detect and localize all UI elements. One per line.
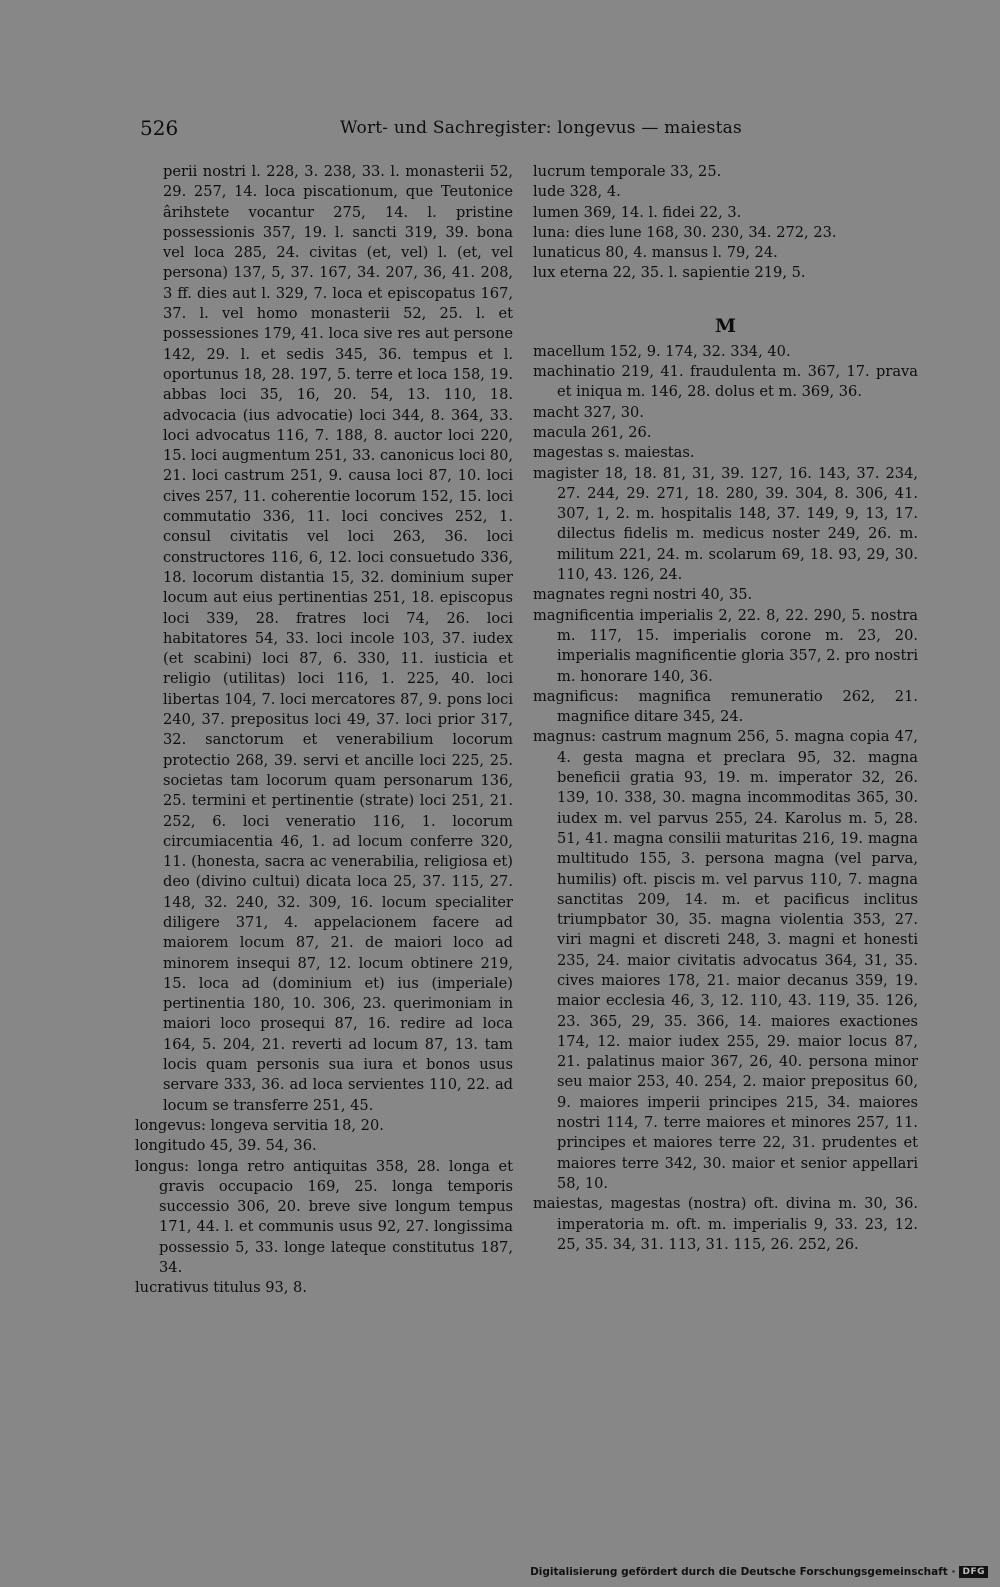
index-entry: machinatio 219, 41. fraudulenta m. 367, 17. prava et iniqua m. 146, 28. dolus et m. 369, 36. — [533, 363, 918, 401]
index-entry: magister 18, 18. 81, 31, 39. 127, 16. 143, 37. 234, 27. 244, 29. 271, 18. 280, 39. 304, 8. 306, 41. 307, 1, 2. m. hospitalis 148, 37. 149, 9, 13, 17. dilectus fidelis m. medicus noster 249, 26. m. militum 221, 24. m. scolarum 69, 18. 93, 29, 30. 110, 43. 126, 24. — [533, 464, 918, 584]
index-entry: magnus: castrum magnum 256, 5. magna copia 47, 4. gesta magna et preclara 95, 32. magna beneficii gratia 93, 19. m. imperator 32, 26. 139, 10. 338, 30. magna incommoditas 365, 30. iudex m. vel parvus 255, 24. Karolus m. 5, 28. 51, 41. magna consilii maturitas 216, 19. magna multitudo 155, 3. persona magna (vel parva, humilis) oft. piscis m. vel parvus 110, 7. magna sanctitas 209, 14. m. et pacificus inclitus triumpbator 30, 35. magna violentia 353, 27. viri magni et discreti 248, 3. magni et honesti 235, 24. maior civitatis advocatus 364, 31, 35. cives maiores 178, 21. maior decanus 359, 19. maior ecclesia 46, 3, 12. 110, 43. 119, 35. 126, 23. 365, 29, 35. 366, 14. maiores exactiones 174, 12. maior iudex 255, 29. maior locus 87, 21. palatinus maior 367, 26, 40. persona minor seu maior 253, 40. 254, 2. maior prepositus 60, 9. maiores imperii principes 215, 34. maiores nostri 114, 7. terre maiores et minores 257, 11. principes et maiores terre 22, 31. prudentes et maiores terre 342, 30. maior et senior appellari 58, 10. — [533, 728, 918, 1192]
index-entry: lude 328, 4. — [533, 183, 621, 201]
index-entry: magnificentia imperialis 2, 22. 8, 22. 290, 5. nostra m. 117, 15. imperialis corone m. 23, 20. imperialis magnificentie gloria 357, 2. pro nostri m. honorare 140, 36. — [533, 606, 918, 685]
index-entry: lux eterna 22, 35. l. sapientie 219, 5. — [533, 264, 806, 282]
left-column — [135, 162, 513, 1299]
dfg-logo-icon: DFG — [959, 1566, 988, 1578]
index-entry: macellum 152, 9. 174, 32. 334, 40. — [533, 342, 791, 360]
index-entry: luna: dies lune 168, 30. 230, 34. 272, 23. — [533, 223, 837, 241]
footer-text: Digitalisierung gefördert durch die Deutsche Forschungsgemeinschaft · — [530, 1566, 956, 1578]
running-title: Wort- und Sachregister: longevus — maiestas — [340, 118, 742, 138]
right-column — [533, 162, 918, 1255]
index-entry: magnificus: magnifica remuneratio 262, 21. magnifice ditare 345, 24. — [533, 687, 918, 726]
index-entry: macula 261, 26. — [533, 423, 652, 441]
index-entry: lucrativus titulus 93, 8. — [135, 1279, 307, 1297]
index-entry: longevus: longeva servitia 18, 20. — [135, 1116, 384, 1134]
index-entry: lumen 369, 14. l. fidei 22, 3. — [533, 203, 742, 221]
section-letter-m: M — [714, 314, 737, 337]
index-entry: magnates regni nostri 40, 35. — [533, 586, 753, 604]
index-entry: longitudo 45, 39. 54, 36. — [135, 1137, 317, 1155]
index-entry: macht 327, 30. — [533, 403, 644, 421]
index-entry: lunaticus 80, 4. mansus l. 79, 24. — [533, 244, 778, 262]
index-entry: perii nostri l. 228, 3. 238, 33. l. monasterii 52, 29. 257, 14. loca piscationum, que Teutonice ârihstete vocantur 275, 14. l. pristine possessionis 357, 19. l. sancti 319, 39. bona vel loca 285, 24. civitas (et, vel) l. (et, vel persona) 137, 5, 37. 167, 34. 207, 36, 41. 208, 3 ff. dies aut l. 329, 7. loca et episcopatus 167, 37. l. vel homo monasterii 52, 25. l. et possessiones 179, 41. loca sive res aut persone 142, 29. l. et sedis 345, 36. tempus et l. oportunus 18, 28. 197, 5. terre et loca 158, 19. abbas loci 35, 16, 20. 54, 13. 110, 18. advocacia (ius advocatie) loci 344, 8. 364, 33. loci advocatus 116, 7. 188, 8. auctor loci 220, 15. loci augmentum 251, 33. canonicus loci 80, 21. loci castrum 251, 9. causa loci 87, 10. loci cives 257, 11. coherentie locorum 152, 15. loci commutatio 336, 11. loci concives 252, 1. consul civitatis vel loci 263, 36. loci constructores 116, 6, 12. loci consuetudo 336, 18. locorum distantia 15, 32. dominium super locum aut eius pertinentias 251, 18. episcopus loci 339, 28. fratres loci 74, 26. loci habitatores 54, 33. loci incole 103, 37. iudex (et scabini) loci 87, 6. 330, 11. iusticia et religio (utilitas) loci 116, 1. 225, 40. loci libertas 104, 7. loci mercatores 87, 9. pons loci 240, 37. prepositus loci 49, 37. loci prior 317, 32. sanctorum et venerabilium locorum protectio 268, 39. servi et ancille loci 225, 25. societas tam locorum quam personarum 136, 25. termini et pertinentie (strate) loci 251, 21. 252, 6. loci veneratio 116, 1. locorum circumiacentia 46, 1. ad locum conferre 320, 11. (honesta, sacra ac venerabilia, religiosa et) deo (divino cultui) dicata loca 25, 37. 115, 27. 148, 32. 240, 32. 309, 16. locum specialiter diligere 371, 4. appelacionem facere ad maiorem locum 87, 21. de maiori loco ad minorem insequi 87, 12. locum obtinere 219, 15. loca ad (dominium et) ius (imperiale) pertinentia 180, 10. 306, 23. querimoniam in maiori loco prosequi 87, 16. redire ad loca 164, 5. 204, 21. reverti ad locum 87, 13. tam locis quam personis sua iura et bonos usus servare 333, 36. ad loca servientes 110, 22. ad locum se transferre 251, 45. — [163, 163, 513, 1114]
page-number: 526 — [140, 116, 179, 140]
index-entry: longus: longa retro antiquitas 358, 28. longa et gravis occupacio 169, 25. longa temporis successio 306, 20. breve sive longum tempus 171, 44. l. et communis usus 92, 27. longissima possessio 5, 33. longe lateque constitutus 187, 34. — [135, 1157, 513, 1277]
digitization-footer — [530, 1566, 988, 1578]
index-entry: maiestas, magestas (nostra) oft. divina m. 30, 36. imperatoria m. oft. m. imperialis 9, 33. 23, 12. 25, 35. 34, 31. 113, 31. 115, 26. 252, 26. — [533, 1195, 918, 1253]
index-entry: magestas s. maiestas. — [533, 444, 695, 462]
index-entry: lucrum temporale 33, 25. — [533, 163, 722, 180]
